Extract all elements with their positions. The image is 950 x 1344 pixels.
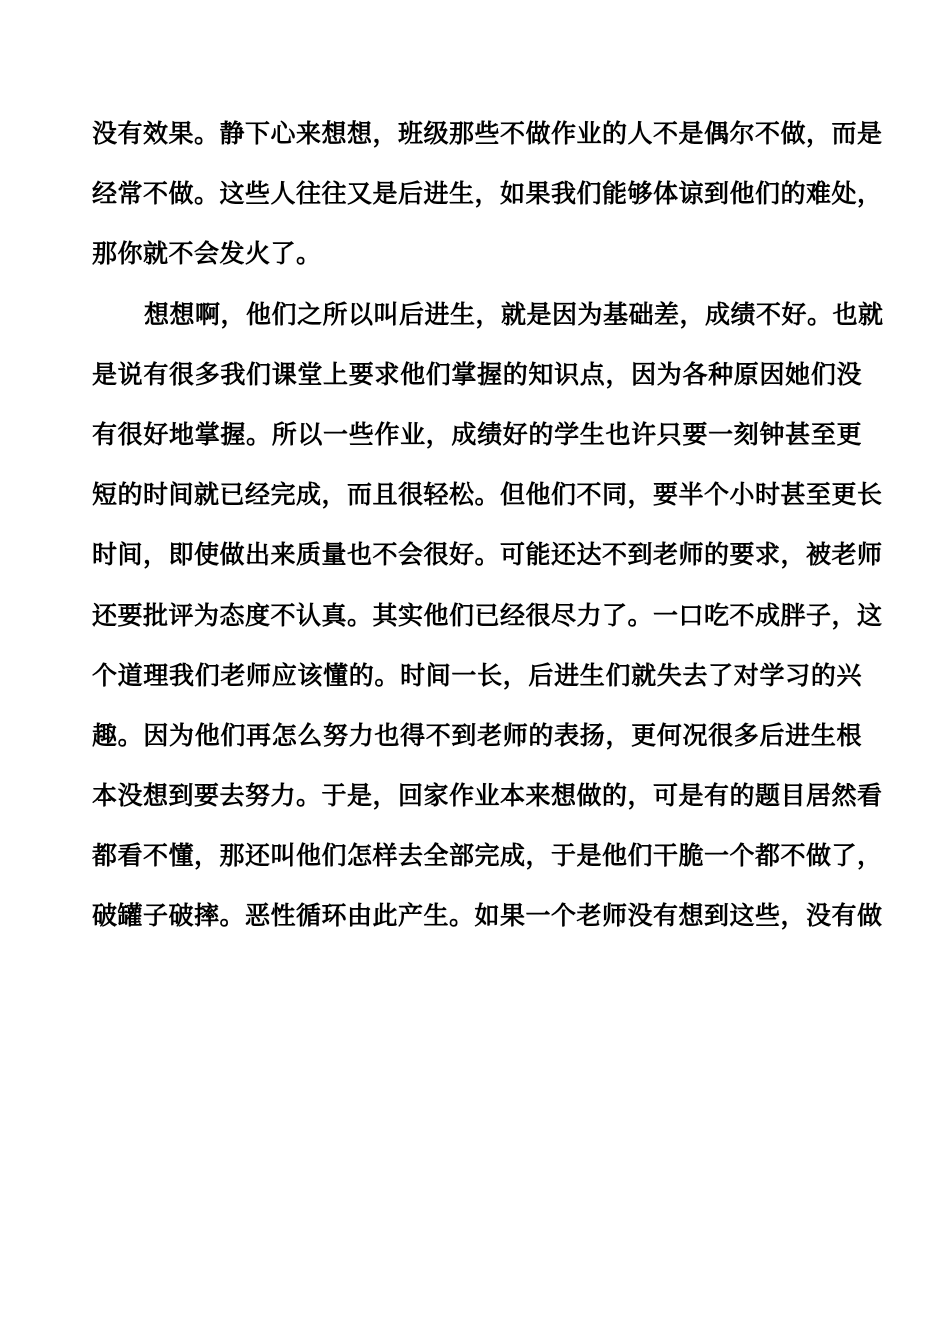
text-line: 有很好地掌握。所以一些作业，成绩好的学生也许只要一刻钟甚至更 [92, 419, 862, 449]
text-line: 都看不懂，那还叫他们怎样去全部完成，于是他们干脆一个都不做了， [92, 841, 883, 871]
text-line: 想想啊，他们之所以叫后进生，就是因为基础差，成绩不好。也就 [144, 299, 884, 329]
text-line: 那你就不会发火了。 [92, 239, 322, 269]
text-line: 还要批评为态度不认真。其实他们已经很尽力了。一口吃不成胖子，这 [92, 600, 883, 630]
text-line: 经常不做。这些人往往又是后进生，如果我们能够体谅到他们的难处， [92, 179, 883, 209]
text-line: 短的时间就已经完成，而且很轻松。但他们不同，要半个小时甚至更长 [92, 480, 883, 510]
text-line: 破罐子破摔。恶性循环由此产生。如果一个老师没有想到这些，没有做 [92, 901, 883, 931]
text-line: 没有效果。静下心来想想，班级那些不做作业的人不是偶尔不做，而是 [92, 119, 883, 148]
text-line: 本没想到要去努力。于是，回家作业本来想做的，可是有的题目居然看 [92, 781, 883, 811]
text-line: 是说有很多我们课堂上要求他们掌握的知识点，因为各种原因她们没 [92, 359, 862, 389]
body-text [92, 104, 884, 947]
text-line: 趣。因为他们再怎么努力也得不到老师的表扬，更何况很多后进生根 [92, 720, 862, 750]
text-line: 个道理我们老师应该懂的。时间一长，后进生们就失去了对学习的兴 [92, 660, 862, 690]
text-line: 时间，即使做出来质量也不会很好。可能还达不到老师的要求，被老师 [92, 540, 883, 570]
